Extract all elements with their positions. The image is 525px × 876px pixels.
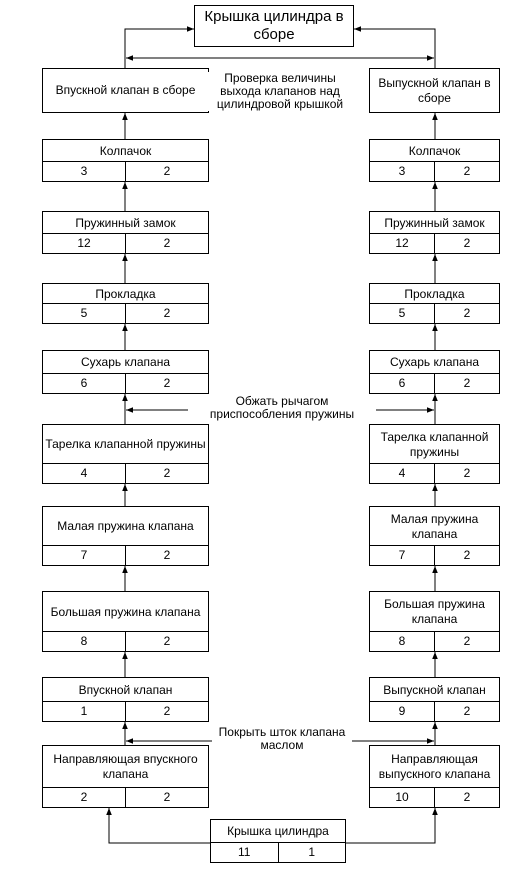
connector [125, 29, 194, 68]
right-part-cap: Колпачок 3 2 [369, 139, 500, 182]
part-qty: 2 [434, 788, 499, 807]
left-part-large-spring: Большая пружина клапана 8 2 [42, 591, 209, 652]
note-oil: Покрыть шток клапана маслом [212, 726, 352, 752]
part-number: 8 [398, 634, 406, 648]
part-qty: 2 [125, 464, 208, 483]
part-number: 12 [395, 236, 409, 250]
part-number: 12 [77, 236, 91, 250]
part-number: 8 [80, 634, 88, 648]
part-qty: 2 [434, 304, 499, 323]
part-number: 5 [80, 306, 88, 320]
part-number: 7 [80, 548, 88, 562]
part-qty: 2 [434, 162, 499, 181]
part-qty: 2 [434, 632, 499, 651]
part-qty: 2 [434, 374, 499, 393]
right-part-guide: Направляющая выпускного клапана 10 2 [369, 745, 500, 808]
title-label: Крышка цилиндра в сборе [204, 8, 344, 43]
part-number: 10 [395, 790, 409, 804]
right-assembly-label: Выпускной клапан в сборе [378, 75, 491, 105]
right-part-keeper: Сухарь клапана 6 2 [369, 350, 500, 394]
left-part-valve: Впускной клапан 1 2 [42, 677, 209, 722]
part-qty: 1 [278, 843, 346, 862]
part-number: 4 [80, 466, 88, 480]
part-number: 6 [398, 376, 406, 390]
part-qty: 2 [434, 546, 499, 565]
left-part-guide: Направляющая впускного клапана 2 2 [42, 745, 209, 808]
part-qty: 2 [125, 788, 208, 807]
right-part-small-spring: Малая пружина клапана 7 2 [369, 506, 500, 566]
part-qty: 2 [125, 304, 208, 323]
part-qty: 2 [125, 234, 208, 253]
part-number: 4 [398, 466, 406, 480]
left-part-lock: Пружинный замок 12 2 [42, 211, 209, 254]
part-number: 3 [80, 164, 88, 178]
part-qty: 2 [434, 464, 499, 483]
part-qty: 2 [125, 702, 208, 721]
part-qty: 2 [434, 234, 499, 253]
right-part-valve: Выпускной клапан 9 2 [369, 677, 500, 722]
left-part-gasket: Прокладка 5 2 [42, 283, 209, 324]
right-part-large-spring: Большая пружина клапана 8 2 [369, 591, 500, 652]
part-number: 9 [398, 704, 406, 718]
part-number: 11 [238, 845, 251, 859]
right-part-gasket: Прокладка 5 2 [369, 283, 500, 324]
base-part-cylinder-head: Крышка цилиндра 11 1 [210, 819, 346, 863]
right-assembly-box [369, 68, 500, 113]
note-check: Проверка величины выхода клапанов над цилиндровой крышкой [208, 72, 352, 111]
part-qty: 2 [125, 162, 208, 181]
left-part-small-spring: Малая пружина клапана 7 2 [42, 506, 209, 566]
right-part-lock: Пружинный замок 12 2 [369, 211, 500, 254]
connector [354, 29, 435, 68]
part-number: 2 [80, 790, 88, 804]
right-part-spring-plate: Тарелка клапанной пружины 4 2 [369, 424, 500, 484]
note-compress: Обжать рычагом приспособления пружины [188, 395, 376, 421]
part-qty: 2 [434, 702, 499, 721]
part-number: 6 [80, 376, 88, 390]
part-number: 7 [398, 548, 406, 562]
left-part-keeper: Сухарь клапана 6 2 [42, 350, 209, 394]
left-assembly-box [42, 68, 209, 113]
left-assembly-label: Впускной клапан в сборе [55, 83, 196, 97]
connector [346, 808, 435, 843]
part-qty: 2 [125, 546, 208, 565]
part-qty: 2 [125, 632, 208, 651]
left-part-spring-plate: Тарелка клапанной пружины 4 2 [42, 424, 209, 484]
part-qty: 2 [125, 374, 208, 393]
part-number: 5 [398, 306, 406, 320]
part-number: 3 [398, 164, 406, 178]
connector [109, 808, 210, 843]
part-number: 1 [80, 704, 88, 718]
left-part-cap: Колпачок 3 2 [42, 139, 209, 182]
title-box [194, 5, 354, 47]
